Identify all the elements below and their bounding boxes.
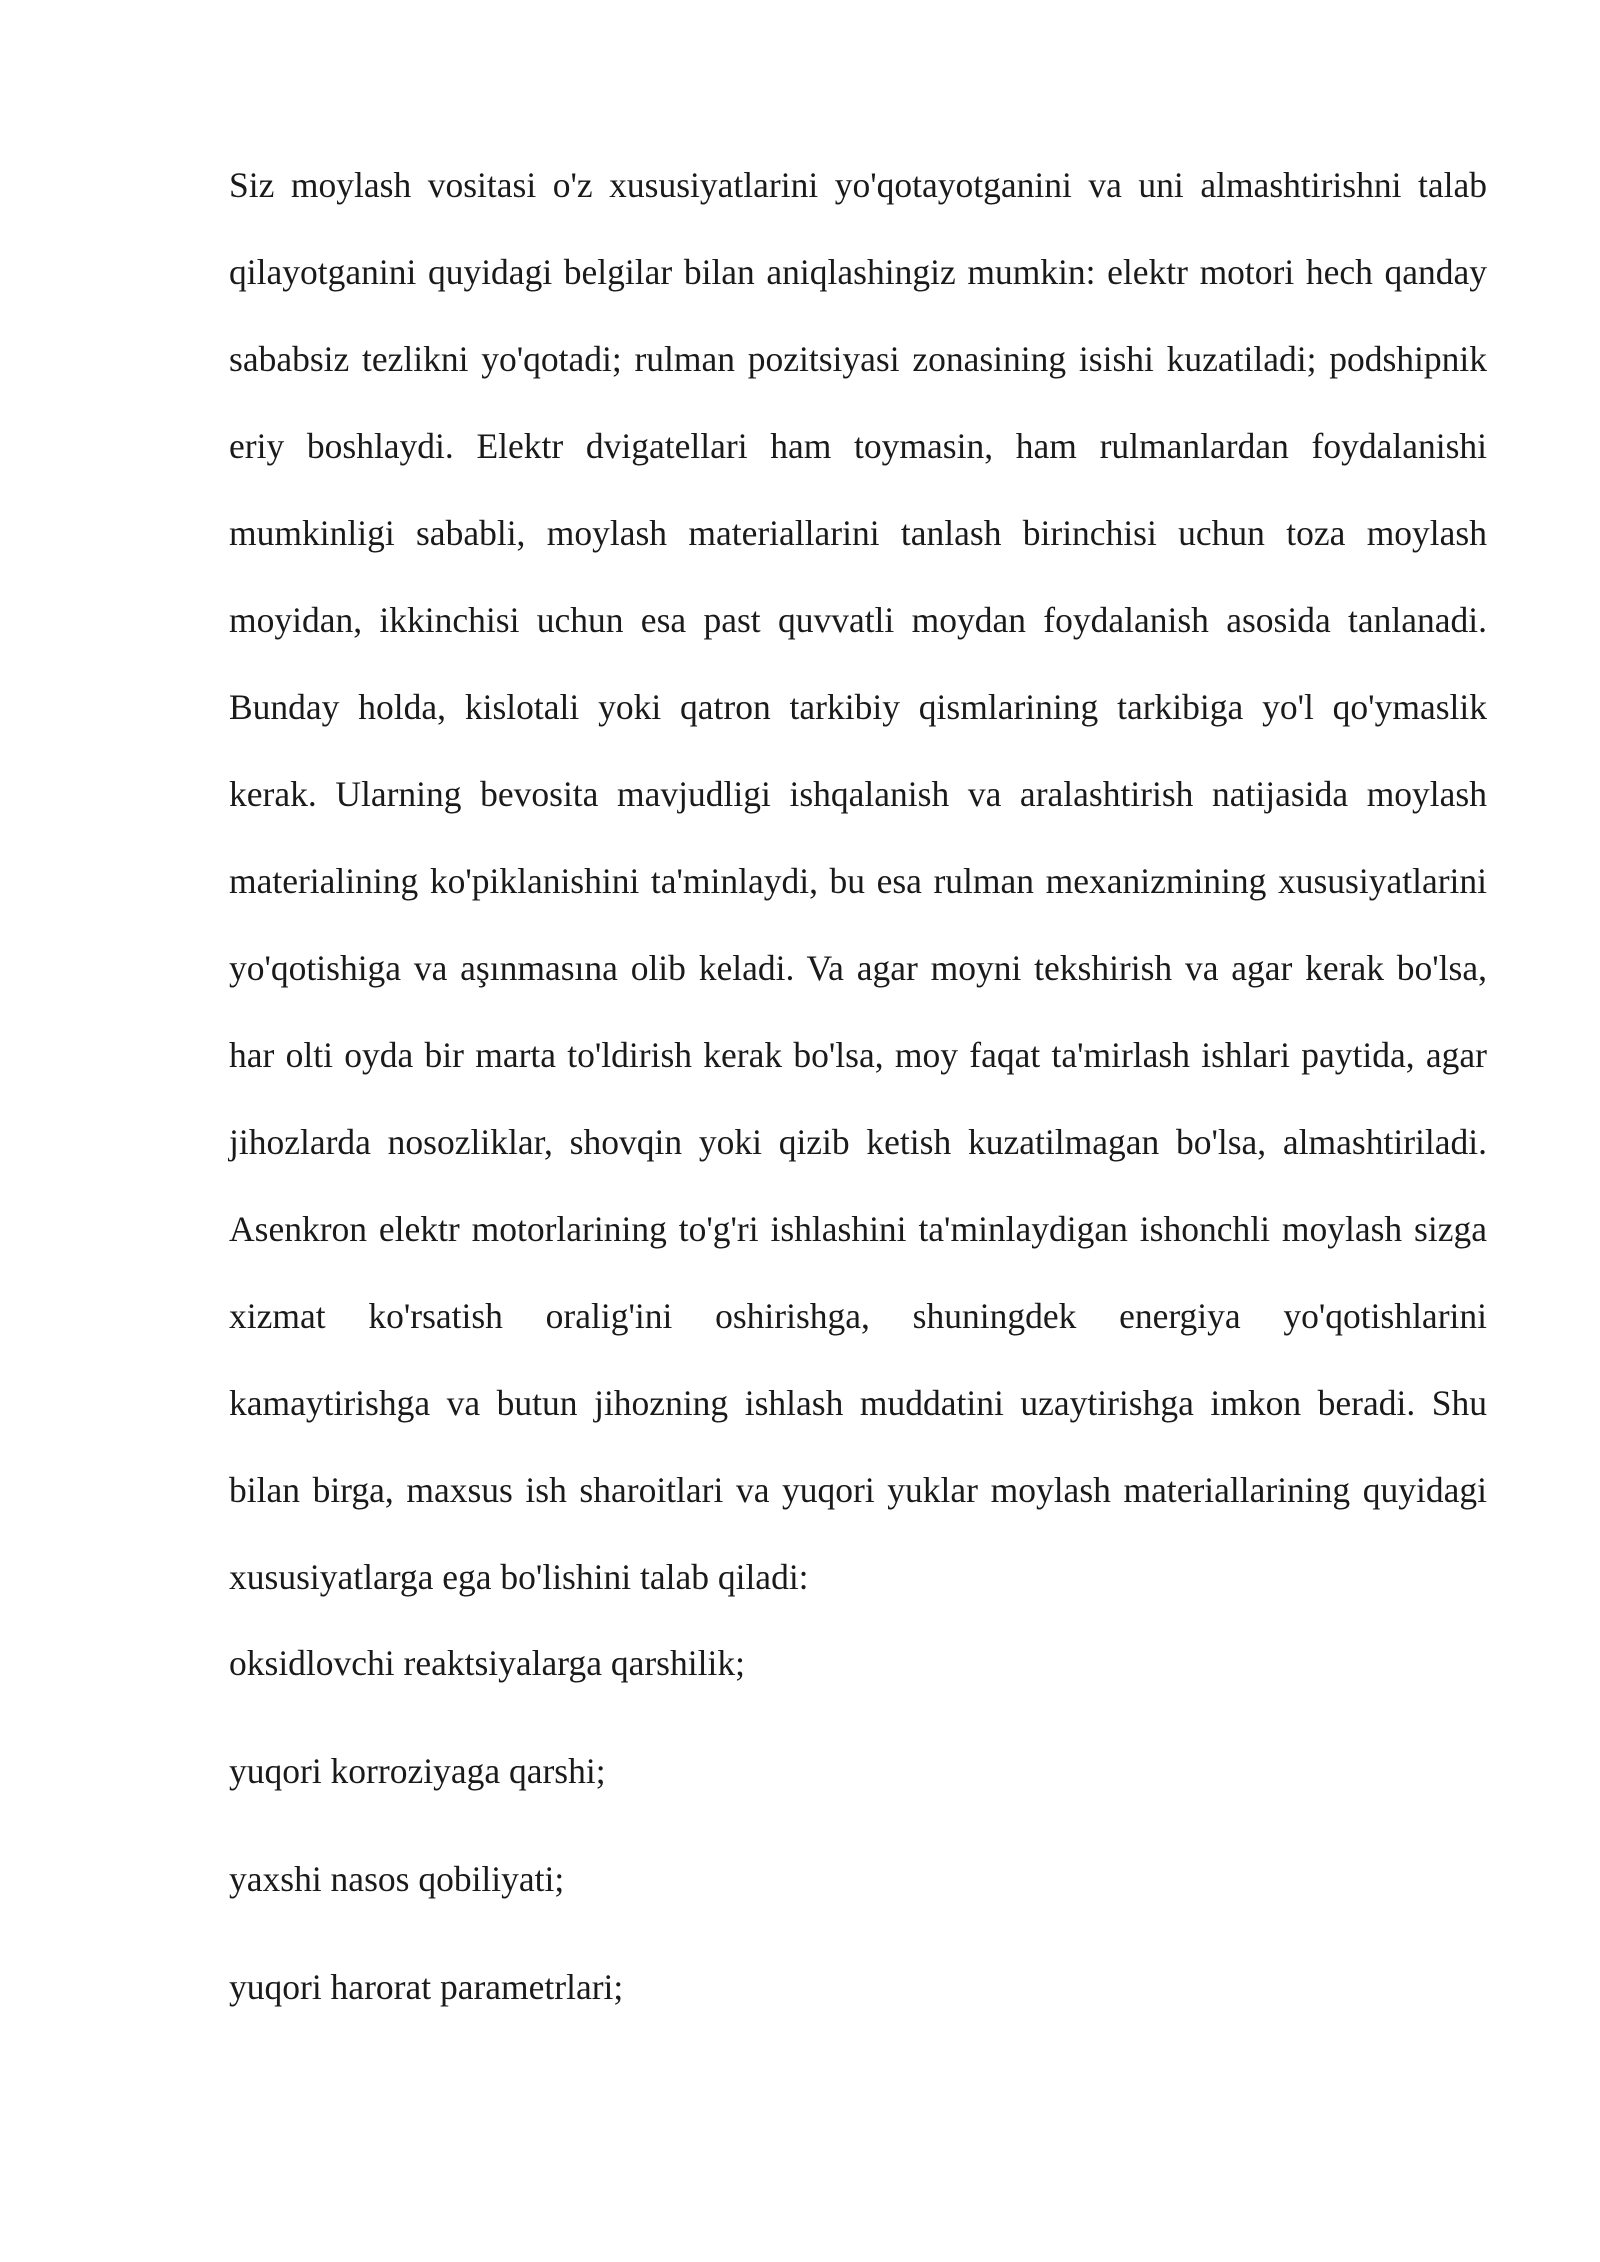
body-paragraph: Siz moylash vositasi o'z xususiyatlarini yo'qotayotganini va uni almashtirishni talab qilayotganini quyidagi belgilar bilan aniqlashingiz mumkin: elektr motori hech qanday sababsiz tezlikni yo'qotadi; rulman pozitsiyasi zonasining isishi kuzatiladi; podshipnik eriy boshlaydi. Elektr dvigatellari ham toymasin, ham rulmanlardan foydalanishi mumkinligi sababli, moylash materiallarini tanlash birinchisi uchun toza moylash moyidan, ikkinchisi uchun esa past quvvatli moydan foydalanish asosida tanlanadi. Bunday holda, kislotali yoki qatron tarkibiy qismlarining tarkibiga yo'l qo'ymaslik kerak. Ularning bevosita mavjudligi ishqalanish va aralashtirish natijasida moylash materialining ko'piklanishini ta'minlaydi, bu esa rulman mexanizmining xususiyatlarini yo'qotishiga va aşınmasına olib keladi. Va agar moyni tekshirish va agar kerak bo'lsa, har olti oyda bir marta to'ldirish kerak bo'lsa, moy faqat ta'mirlash ishlari paytida, agar jihozlarda nosozliklar, shovqin yoki qizib ketish kuzatilmagan bo'lsa, almashtiriladi. Asenkron elektr motorlarining to'g'ri ishlashini ta'minlaydigan ishonchli moylash sizga xizmat ko'rsatish oralig'ini oshirishga, shuningdek energiya yo'qotishlarini kamaytirishga va butun jihozning ishlash muddatini uzaytirishga imkon beradi. Shu bilan birga, maxsus ish sharoitlari va yuqori yuklar moylash materiallarining quyidagi xususiyatlarga ega bo'lishini talab qiladi: — [229, 165, 1487, 1597]
list-item: yaxshi nasos qobiliyati; — [229, 1859, 565, 1899]
document-page — [229, 142, 1487, 2075]
list-item: yuqori korroziyaga qarshi; — [229, 1751, 606, 1791]
list-item: yuqori harorat parametrlari; — [229, 1967, 624, 2007]
list-item: oksidlovchi reaktsiyalarga qarshilik; — [229, 1643, 745, 1683]
requirements-list — [229, 1643, 1487, 2007]
